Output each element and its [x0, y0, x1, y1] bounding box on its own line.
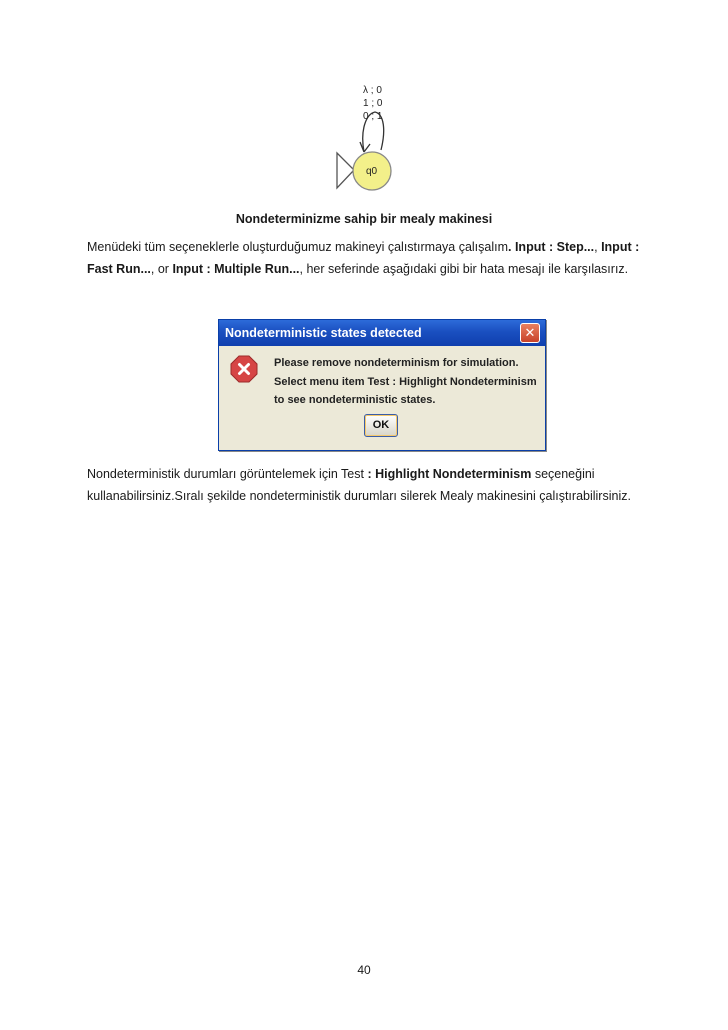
ok-button[interactable]: OK: [364, 414, 398, 437]
paragraph-1-text-3: , or: [150, 262, 173, 276]
error-dialog: [218, 319, 546, 451]
paragraph-1-bold-3: Input : Multiple Run...: [172, 262, 300, 276]
start-arrow: [337, 153, 354, 188]
paragraph-1-text-1: Menüdeki tüm seçeneklerle oluşturduğumuz makineyi çalıstırmaya çalışalım: [87, 240, 509, 254]
paragraph-1-bold-2: Input : Fast Run...: [87, 240, 640, 276]
error-icon: [230, 355, 258, 383]
dialog-message: [274, 354, 539, 410]
paragraph-2: [87, 463, 647, 507]
paragraph-2-text-1: Nondeterministik durumları görüntelemek için Test: [87, 467, 368, 481]
dialog-titlebar: [219, 320, 545, 346]
dialog-message-line-2: Select menu item Test : Highlight Nondeterminism: [274, 375, 537, 388]
mealy-state-diagram: [320, 80, 420, 198]
state-q0-label: q0: [366, 166, 378, 177]
paragraph-1-bold-1: . Input : Step...: [508, 240, 595, 254]
transition-label-2: 1 ; 0: [363, 98, 383, 109]
dialog-message-line-3: to see nondeterministic states.: [274, 394, 436, 406]
paragraph-1-text-4: , her seferinde aşağıdaki gibi bir hata mesajı ile karşılasırız.: [299, 262, 629, 276]
close-button[interactable]: ✕: [520, 323, 540, 343]
figure-caption: Nondeterminizme sahip bir mealy makinesi: [235, 212, 493, 226]
paragraph-1: [87, 236, 647, 280]
transition-label-1: λ ; 0: [363, 85, 382, 96]
self-loop-arrowhead: [360, 142, 370, 152]
paragraph-2-text-2: seçeneğini kullanabilirsiniz.Sıralı şekilde nondeterministik durumları silerek Mealy makinesini çalıştırabilirsiniz.: [87, 467, 631, 503]
page-number: 40: [357, 963, 371, 977]
paragraph-1-text-2: ,: [594, 240, 602, 254]
dialog-message-line-1: Please remove nondeterminism for simulation.: [274, 357, 519, 369]
dialog-title: Nondeterministic states detected: [225, 326, 422, 340]
paragraph-2-bold-1: : Highlight Nondeterminism: [367, 467, 532, 481]
transition-label-3: 0 ; 1: [363, 111, 383, 122]
